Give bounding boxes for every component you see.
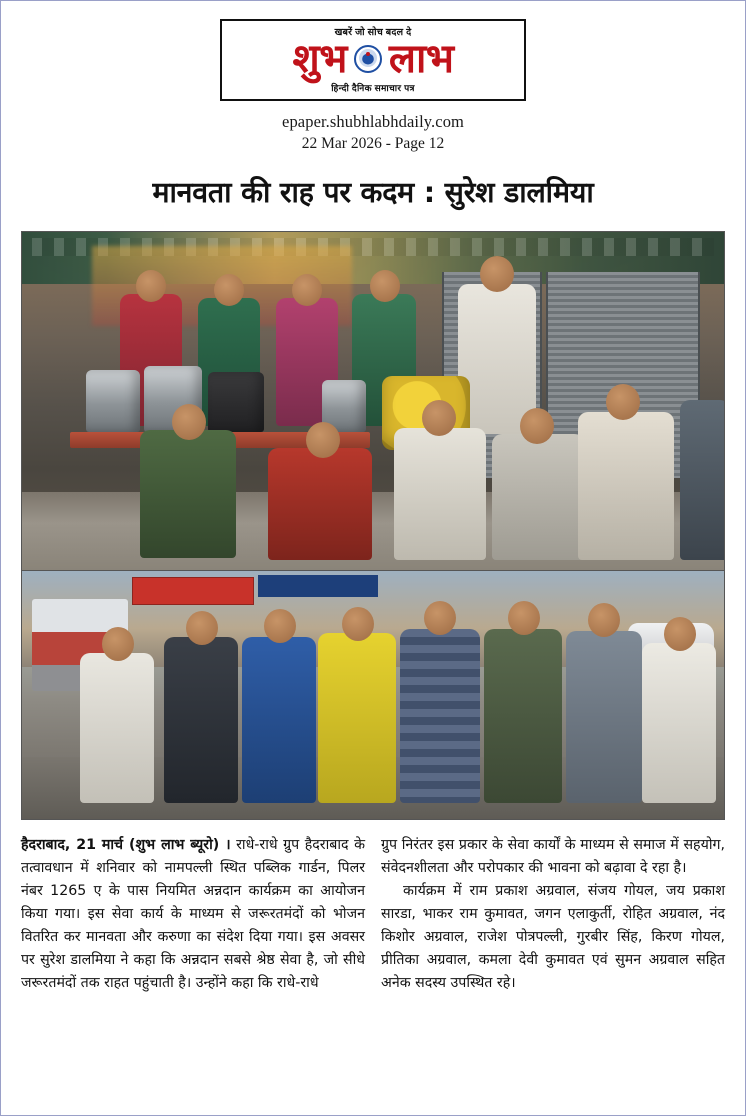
group-photo-food-distribution [22,232,724,570]
masthead [220,19,526,101]
photo-block [21,231,725,820]
page-title: मानवता की राह पर कदम : सुरेश डालमिया [152,176,594,209]
article-column-left-text: राधे-राधे ग्रुप हैदराबाद के तत्वावधान में शनिवार को नामपल्ली स्थित पब्लिक गार्डन, पिलर नंबर 1265 ए के पास नियमित अन्नदान कार्यक्रम का आयोजन किया गया। इस सेवा कार्य के माध्यम से जरूरतमंदों को भोजन वितरित कर मानवता और करुणा का संदेश दिया गया। इस अवसर पर सुरेश डालमिया ने कहा कि अन्नदान सबसे श्रेष्ठ सेवा है, जो सीधे जरूरतमंदों तक राहत पहुंचाती है। उन्होंने कहा कि राधे-राधे [21,837,366,991]
article-column-right-p2: कार्यक्रम में राम प्रकाश अग्रवाल, संजय गोयल, जय प्रकाश सारडा, भाकर राम कुमावत, जगन एलाकुर्ती, रोहित अग्रवाल, नंद किशोर अग्रवाल, राजेश पोत्रपल्ली, गुरबीर सिंह, किरण गोयल, प्रीतिका अग्रवाल, कमला देवी कुमावत एवं सुमन अग्रवाल सहित अनेक सदस्य उपस्थित रहे। [381,883,725,991]
article-column-left [21,834,365,995]
ganesha-icon [351,42,385,76]
masthead-tagline-top: खबरें जो सोच बदल दे [334,27,412,38]
article-dateline: हैदराबाद, 21 मार्च (शुभ लाभ ब्यूरो) । [21,837,231,853]
article-column-right-p1: ग्रुप निरंतर इस प्रकार के सेवा कार्यों के माध्यम से समाज में सहयोग, संवेदनशीलता और परोपकार की भावना को बढ़ावा दे रहा है। [381,837,725,876]
epaper-site-url[interactable]: epaper.shubhlabhdaily.com [282,112,464,131]
masthead-word-right: लाभ [388,36,454,82]
article-column-right [381,834,725,995]
epaper-date-page: 22 Mar 2026 - Page 12 [301,135,445,152]
masthead-tagline-bottom: हिन्दी दैनिक समाचार पत्र [331,83,415,93]
article-body [21,834,725,995]
masthead-title [228,36,518,82]
masthead-word-left: शुभ [292,36,347,82]
group-photo-street-members [22,570,724,819]
